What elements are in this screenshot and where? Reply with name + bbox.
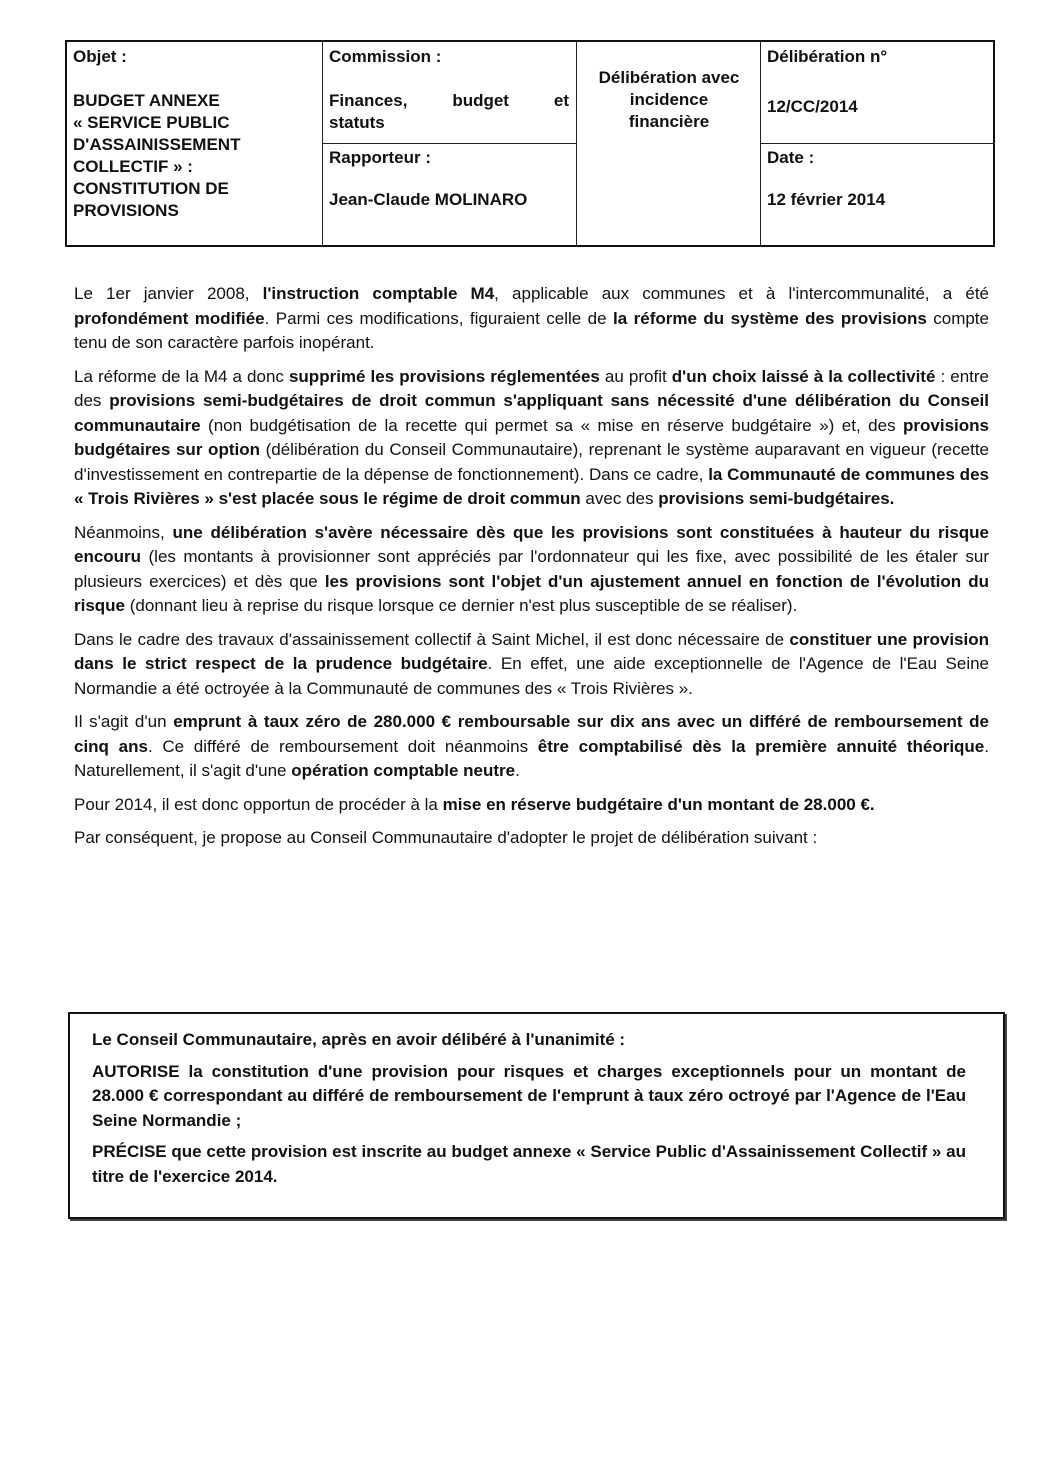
bold-text: les provisions sont l'objet d'un ajustement annuel en fonction de l'évolution du risque xyxy=(74,571,989,615)
commission-word: Finances, xyxy=(329,91,408,110)
text-run: Il s'agit d'un xyxy=(74,712,174,731)
text-run: . En effet, une aide exceptionnelle de l'Agence de l'Eau Seine Normandie a été octroyée à la Communauté de communes des « Trois Rivières ». xyxy=(74,654,990,698)
objet-line: COLLECTIF » : xyxy=(73,157,193,176)
commission-line xyxy=(329,90,569,112)
paragraph xyxy=(74,521,989,619)
rapporteur-cell xyxy=(329,147,569,211)
deliberation-cell xyxy=(767,46,992,118)
text-run: compte tenu de son caractère parfois inopérant. xyxy=(74,308,989,352)
bold-text: provisions budgétaires sur option xyxy=(74,415,989,459)
text-run: (non budgétisation de la recette qui permet sa « mise en réserve budgétaire ») et, des xyxy=(200,415,904,435)
text-run: au profit xyxy=(599,366,672,386)
text-run: . Naturellement, il s'agit d'une xyxy=(74,736,989,780)
objet-line: D'ASSAINISSEMENT xyxy=(73,135,241,154)
commission-word: et xyxy=(553,91,569,110)
deliberation-label: Délibération n° xyxy=(767,47,888,66)
decision-precise: PRÉCISE que cette provision est inscrite au budget annexe « Service Public d'Assainissement Collectif » au titre de l'exercice 2014. xyxy=(92,1142,966,1186)
date-value: 12 février 2014 xyxy=(767,190,886,209)
commission-label: Commission : xyxy=(329,47,442,66)
column-divider xyxy=(576,42,577,245)
bold-text: l'instruction comptable M4 xyxy=(262,284,495,303)
objet-label: Objet : xyxy=(73,47,127,66)
text-run: La réforme de la M4 a donc xyxy=(74,366,289,386)
decision-autorise: AUTORISE la constitution d'une provision pour risques et charges exceptionnels pour un montant de 28.000 € correspondant au différé de remboursement de l'emprunt à taux zéro octroyé par l'Agence de l'Eau Seine Normandie ; xyxy=(92,1061,966,1130)
bold-text: provisions semi-budgétaires. xyxy=(658,489,895,508)
incidence-line: financière xyxy=(628,112,710,131)
bold-text: supprimé les provisions réglementées xyxy=(288,366,600,386)
text-run: (les montants à provisionner sont appréciés par l'ordonnateur qui les fixe, avec possibilité de les étaler sur plusieurs exercices) et dès que xyxy=(74,547,989,591)
date-label: Date : xyxy=(767,148,815,167)
date-cell xyxy=(767,147,992,211)
bold-text: une délibération s'avère nécessaire dès que les provisions sont constituées à hauteur du risque encouru xyxy=(74,522,989,566)
objet-line: PROVISIONS xyxy=(73,201,179,220)
header-table xyxy=(65,40,995,247)
objet-line: CONSTITUTION DE xyxy=(73,179,229,198)
bold-text: provisions semi-budgétaires de droit commun s'appliquant sans nécessité d'une délibération du Conseil communautaire xyxy=(74,391,989,435)
deliberation-number: 12/CC/2014 xyxy=(767,97,858,116)
rapporteur-label: Rapporteur : xyxy=(329,148,431,167)
row-divider xyxy=(322,143,576,144)
text-run: . Parmi ces modifications, figuraient celle de xyxy=(264,308,614,328)
commission-cell xyxy=(329,46,569,134)
text-run: Dans le cadre des travaux d'assainissement collectif à Saint Michel, il est donc nécessaire de xyxy=(74,629,790,649)
rapporteur-name: Jean-Claude MOLINARO xyxy=(329,190,528,209)
objet-cell xyxy=(73,46,318,222)
bold-text: être comptabilisé dès la première annuité théorique xyxy=(537,736,985,756)
paragraph xyxy=(74,793,989,818)
objet-line: BUDGET ANNEXE xyxy=(73,91,220,110)
text-run: (délibération du Conseil Communautaire), reprenant le système auparavant en vigueur (recette d'investissement en contrepartie de la dépense de fonctionnement). Dans ce cadre, xyxy=(74,440,989,484)
bold-text: d'un choix laissé à la collectivité xyxy=(671,366,936,386)
incidence-cell xyxy=(579,67,759,133)
text-run: Pour 2014, il est donc opportun de procéder à la xyxy=(74,794,443,814)
decision-intro: Le Conseil Communautaire, après en avoir délibéré à l'unanimité : xyxy=(92,1030,626,1049)
paragraph xyxy=(74,365,989,512)
text-run: , applicable aux communes et à l'intercommunalité, a été xyxy=(494,284,989,303)
text-run: Le 1er janvier 2008, xyxy=(74,284,263,303)
body-text xyxy=(74,282,989,860)
decision-text xyxy=(92,1028,966,1196)
bold-text: constituer une provision dans le strict respect de la prudence budgétaire xyxy=(74,629,989,673)
paragraph xyxy=(74,710,989,784)
text-run: Par conséquent, je propose au Conseil Communautaire d'adopter le projet de délibération suivant : xyxy=(74,828,818,847)
incidence-line: Délibération avec xyxy=(598,68,740,87)
paragraph xyxy=(74,826,989,851)
paragraph xyxy=(74,628,989,702)
bold-text: la Communauté de communes des « Trois Rivières » s'est placée sous le régime de droit commun xyxy=(74,464,989,508)
bold-text: profondément modifiée xyxy=(74,308,265,328)
text-run: : entre des xyxy=(74,366,990,410)
incidence-line: incidence xyxy=(629,90,709,109)
bold-text: la réforme du système des provisions xyxy=(613,308,927,328)
text-run: Néanmoins, xyxy=(74,522,173,542)
row-divider xyxy=(760,143,995,144)
text-run: (donnant lieu à reprise du risque lorsque ce dernier n'est plus susceptible de se réaliser). xyxy=(125,596,798,615)
text-run: . Ce différé de remboursement doit néanmoins xyxy=(147,736,538,756)
bold-text: opération comptable neutre xyxy=(291,761,516,780)
objet-line: « SERVICE PUBLIC xyxy=(73,113,230,132)
text-run: avec des xyxy=(580,489,659,508)
bold-text: emprunt à taux zéro de 280.000 € remboursable sur dix ans avec un différé de remboursement de cinq ans xyxy=(74,712,989,756)
commission-line: statuts xyxy=(329,113,385,132)
text-run: . xyxy=(515,761,520,780)
paragraph xyxy=(74,282,989,356)
commission-word: budget xyxy=(452,91,509,110)
bold-text: mise en réserve budgétaire d'un montant de 28.000 €. xyxy=(442,794,875,814)
decision-box xyxy=(68,1012,1005,1219)
